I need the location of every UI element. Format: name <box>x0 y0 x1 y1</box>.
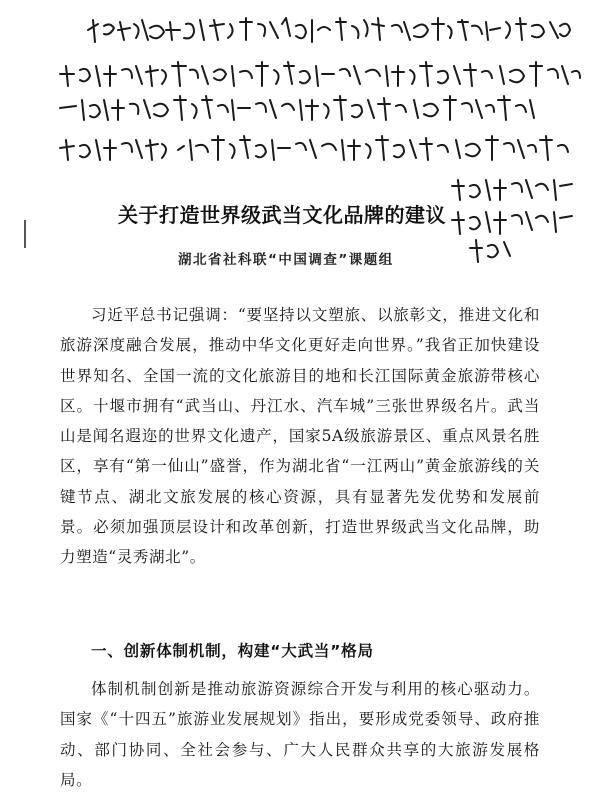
binding-mark <box>24 220 26 248</box>
handwriting-strokes <box>0 0 600 270</box>
section-heading-1: 一、创新体制机制，构建“大武当”格局 <box>91 642 374 660</box>
document-title: 关于打造世界级武当文化品牌的建议 <box>118 203 446 227</box>
paragraph-intro: 习近平总书记强调：“要坚持以文塑旅、以旅彰文，推进文化和旅游深度融合发展，推动中华文化更好走向世界。”我省正加快建设世界知名、全国一流的文化旅游目的地和长江国际黄金旅游带核心区。十堰市拥有“武当山、丹江水、汽车城”三张世界级名片。武当山是闻名遐迩的世界文化遗产，国家5A级旅游景区、重点风景名胜区，享有“第一仙山”盛誉，作为湖北省“一江两山”黄金旅游线的关键节点、湖北文旅发展的核心资源，具有显著先发优势和发展前景。必须加强顶层设计和改革创新，打造世界级武当文化品牌，助力塑造“灵秀湖北”。 <box>60 306 540 567</box>
document-author: 湖北省社科联“中国调查”课题组 <box>178 252 394 268</box>
paragraph-section-1: 体制机制创新是推动旅游资源综合开发与利用的核心驱动力。国家《“十四五”旅游业发展规划》指出，要形成党委领导、政府推动、部门协同、全社会参与、广大人民群众共享的大旅游发展格局。 <box>60 680 540 789</box>
handwritten-instruction <box>0 0 600 270</box>
